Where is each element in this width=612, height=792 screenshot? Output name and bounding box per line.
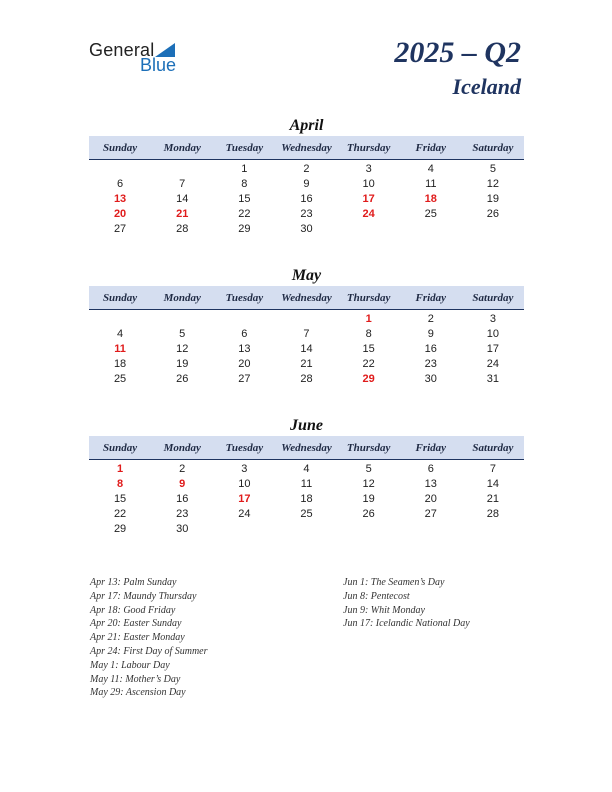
day-cell: 9	[179, 478, 186, 490]
day-cell	[213, 522, 275, 537]
holiday-note: Apr 13: Palm Sunday	[90, 577, 177, 588]
day-cell: 29	[238, 223, 251, 235]
day-cell: 7	[489, 463, 496, 475]
day-cell: 11	[425, 178, 437, 190]
day-cell	[462, 222, 524, 237]
day-cell: 17	[486, 343, 500, 355]
day-cell	[462, 522, 524, 537]
day-cell	[400, 222, 462, 237]
day-cell: 7	[179, 178, 186, 190]
weekday-label: Tuesday	[225, 141, 264, 154]
day-cell: 15	[362, 343, 375, 355]
day-cell: 14	[300, 343, 313, 355]
day-cell: 20	[424, 493, 437, 505]
day-cell	[338, 522, 400, 537]
weekday-label: Saturday	[472, 441, 514, 454]
day-cell: 24	[238, 508, 251, 520]
day-cell: 21	[486, 493, 500, 505]
day-cell: 29	[113, 523, 127, 535]
holiday-note: Jun 8: Pentecost	[343, 590, 410, 602]
holiday-note: Jun 9: Whit Monday	[343, 604, 425, 616]
day-cell: 27	[238, 373, 251, 385]
weekday-label: Thursday	[346, 291, 391, 304]
day-cell: 8	[241, 178, 248, 190]
day-cell	[151, 162, 213, 177]
day-cell: 25	[424, 208, 437, 220]
holiday-note: Apr 24: First Day of Summer	[90, 645, 208, 657]
day-cell: 5	[365, 463, 372, 475]
logo-blue-text: Blue	[140, 55, 177, 75]
holiday-note: May 11: Mother’s Day	[90, 673, 181, 685]
day-cell: 18	[424, 193, 437, 205]
weekday-label: Sunday	[102, 441, 138, 454]
day-cell: 11	[114, 343, 126, 355]
weekday-label: Tuesday	[225, 441, 264, 454]
day-cell: 2	[303, 163, 310, 175]
day-cell: 31	[486, 373, 500, 385]
day-cell: 28	[486, 508, 500, 520]
month-june	[89, 416, 524, 537]
week-row	[89, 357, 524, 372]
day-cell: 19	[486, 193, 500, 205]
day-cell: 16	[424, 343, 437, 355]
weekday-label: Monday	[163, 141, 201, 154]
week-row	[89, 192, 524, 207]
day-cell: 4	[427, 163, 434, 175]
week-row	[89, 342, 524, 357]
day-cell: 21	[176, 208, 189, 220]
day-cell: 24	[486, 358, 500, 370]
day-cell: 2	[179, 463, 186, 475]
day-cell: 30	[300, 223, 313, 235]
day-cell: 26	[486, 208, 500, 220]
day-cell: 28	[300, 373, 313, 385]
day-cell: 3	[489, 313, 496, 325]
weekday-label: Saturday	[472, 291, 514, 304]
holiday-note: May 29: Ascension Day	[90, 687, 186, 699]
day-cell: 30	[176, 523, 189, 535]
weekday-label: Monday	[163, 291, 201, 304]
day-cell: 20	[238, 358, 251, 370]
weekday-label: Wednesday	[281, 141, 332, 154]
month-name: April	[289, 117, 324, 134]
day-cell	[213, 312, 275, 327]
holiday-note: Apr 18: Good Friday	[90, 604, 176, 616]
day-cell: 11	[300, 478, 313, 490]
day-cell: 15	[238, 193, 251, 205]
day-cell: 20	[113, 208, 127, 220]
day-cell: 3	[365, 163, 372, 175]
holiday-note: Apr 17: Maundy Thursday	[90, 590, 197, 602]
week-row	[89, 312, 524, 327]
week-row	[89, 177, 524, 192]
week-row	[89, 477, 524, 492]
generalblue-logo	[89, 40, 189, 74]
day-cell: 3	[241, 463, 248, 475]
day-cell: 8	[117, 478, 124, 490]
week-row	[89, 492, 524, 507]
day-cell: 30	[424, 373, 437, 385]
page-subtitle: Iceland	[452, 74, 521, 99]
holiday-notes-left	[90, 576, 208, 700]
month-april	[89, 116, 524, 237]
day-cell: 23	[424, 358, 437, 370]
day-cell: 27	[424, 508, 437, 520]
holiday-note: Jun 1: The Seamen’s Day	[343, 577, 445, 588]
day-cell: 16	[176, 493, 189, 505]
week-row	[89, 507, 524, 522]
day-cell: 9	[427, 328, 434, 340]
day-cell: 12	[362, 478, 375, 490]
weekday-label: Friday	[415, 291, 447, 304]
day-cell: 25	[113, 373, 127, 385]
weekday-label: Thursday	[346, 441, 391, 454]
day-cell: 17	[238, 493, 251, 505]
week-row	[89, 522, 524, 537]
day-cell: 1	[241, 163, 248, 175]
day-cell: 1	[117, 463, 124, 475]
day-cell: 27	[113, 223, 127, 235]
day-cell: 13	[424, 478, 437, 490]
day-cell: 23	[176, 508, 189, 520]
week-row	[89, 327, 524, 342]
day-cell: 17	[362, 193, 375, 205]
day-cell: 14	[486, 478, 500, 490]
day-cell: 18	[113, 358, 127, 370]
day-cell: 16	[300, 193, 313, 205]
weekday-header-row	[89, 436, 524, 460]
day-cell: 10	[238, 478, 251, 490]
day-cell: 23	[300, 208, 313, 220]
weekday-label: Saturday	[472, 141, 514, 154]
weekday-label: Wednesday	[281, 291, 332, 304]
weekday-label: Friday	[415, 441, 447, 454]
weekday-header-row	[89, 286, 524, 310]
day-cell: 6	[241, 328, 248, 340]
day-cell: 6	[427, 463, 434, 475]
holiday-note: Apr 20: Easter Sunday	[90, 618, 182, 630]
day-cell	[151, 312, 213, 327]
day-cell: 12	[486, 178, 500, 190]
day-cell: 8	[365, 328, 372, 340]
weekday-label: Tuesday	[225, 291, 264, 304]
holiday-notes-right	[343, 576, 470, 631]
logo-general-text: General	[89, 40, 155, 60]
weekday-label: Monday	[163, 441, 201, 454]
day-cell: 22	[362, 358, 375, 370]
day-cell: 7	[303, 328, 310, 340]
page-title: 2025 – Q2	[394, 36, 521, 69]
day-cell: 9	[303, 178, 310, 190]
day-cell: 24	[362, 208, 375, 220]
day-cell: 14	[176, 193, 189, 205]
day-cell	[275, 522, 337, 537]
day-cell: 25	[300, 508, 313, 520]
day-cell: 12	[176, 343, 189, 355]
week-row	[89, 207, 524, 222]
day-cell: 26	[176, 373, 189, 385]
day-cell: 10	[362, 178, 375, 190]
weekday-label: Thursday	[346, 141, 391, 154]
month-may	[89, 266, 524, 387]
day-cell: 10	[486, 328, 500, 340]
holiday-note: Jun 17: Icelandic National Day	[343, 618, 470, 630]
day-cell: 18	[300, 493, 313, 505]
week-row	[89, 222, 524, 237]
day-cell: 13	[238, 343, 251, 355]
day-cell: 6	[117, 178, 124, 190]
day-cell: 29	[362, 373, 375, 385]
day-cell: 22	[238, 208, 251, 220]
day-cell: 21	[300, 358, 313, 370]
day-cell: 28	[176, 223, 189, 235]
day-cell	[89, 312, 151, 327]
day-cell: 13	[113, 193, 127, 205]
day-cell: 4	[303, 463, 310, 475]
weekday-label: Sunday	[102, 141, 138, 154]
week-row	[89, 162, 524, 177]
week-row	[89, 372, 524, 387]
week-row	[89, 462, 524, 477]
day-cell: 5	[489, 163, 496, 175]
weekday-label: Friday	[415, 141, 447, 154]
day-cell	[89, 162, 151, 177]
weekday-label: Wednesday	[281, 441, 332, 454]
day-cell	[275, 312, 337, 327]
day-cell: 2	[427, 313, 434, 325]
month-name: May	[291, 267, 322, 284]
day-cell: 19	[176, 358, 189, 370]
day-cell	[338, 222, 400, 237]
day-cell: 19	[362, 493, 375, 505]
weekday-label: Sunday	[102, 291, 138, 304]
holiday-note: May 1: Labour Day	[90, 659, 170, 671]
month-name: June	[290, 417, 323, 434]
day-cell: 4	[117, 328, 124, 340]
day-cell: 22	[113, 508, 127, 520]
day-cell: 15	[113, 493, 127, 505]
holiday-note: Apr 21: Easter Monday	[90, 632, 185, 644]
day-cell	[400, 522, 462, 537]
weekday-header-row	[89, 136, 524, 160]
day-cell: 5	[179, 328, 186, 340]
day-cell: 26	[362, 508, 375, 520]
day-cell: 1	[365, 313, 372, 325]
